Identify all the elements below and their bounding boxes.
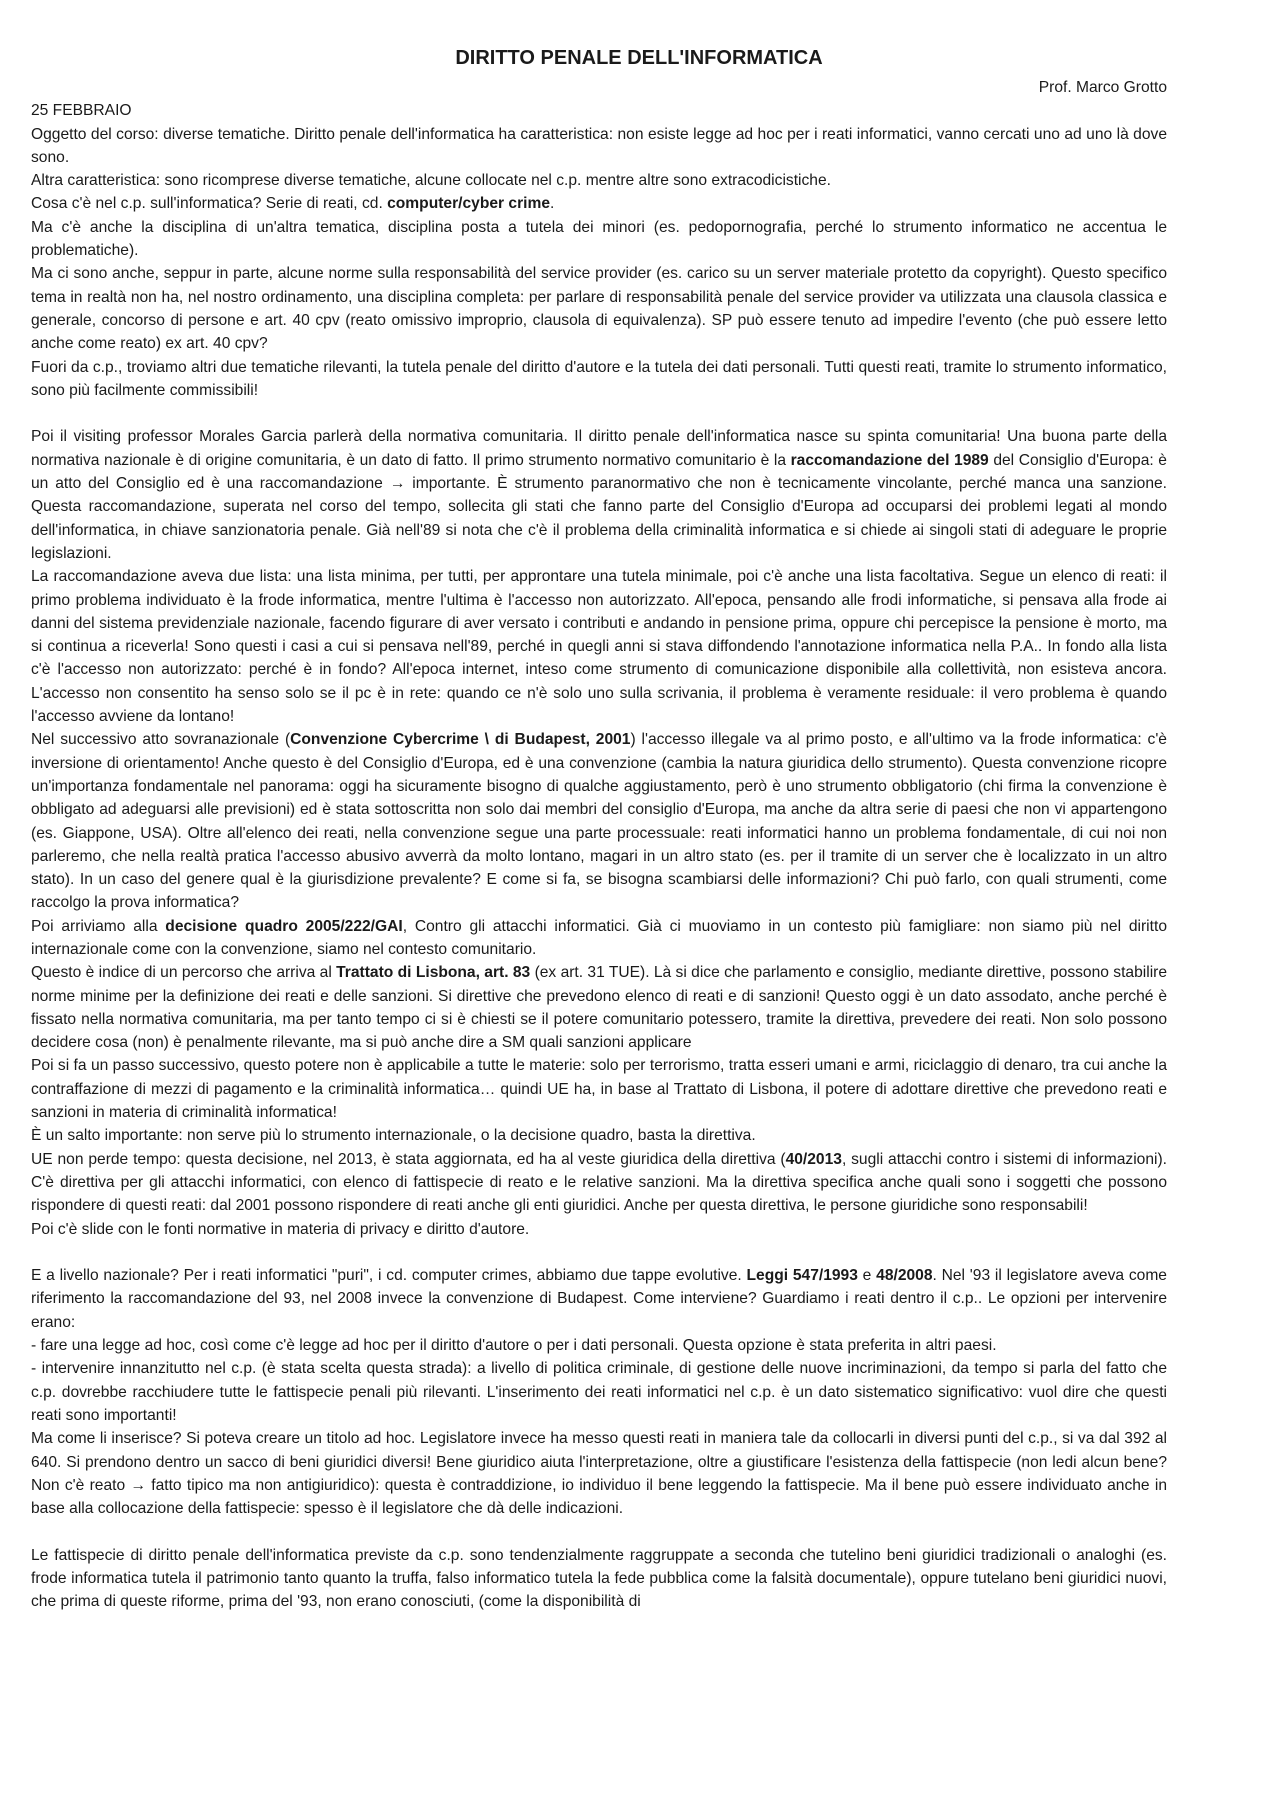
paragraph: Poi il visiting professor Morales Garcia parlerà della normativa comunitaria. Il diritto penale dell'informatica nasce su spinta comunitaria! Una buona parte della normativa nazionale è di origine comunitaria, è un dato di fatto. Il primo strumento normativo comunitario è la raccomandazione del 1989 del Consiglio d'Europa: è un atto del Consiglio ed è una raccomandazione → importante. È strumento paranormativo che non è tecnicamente vincolante, perché manca una sanzione. Questa raccomandazione, superata nel corso del tempo, sollecita gli stati che fanno parte del Consiglio d'Europa ad occuparsi dei problemi legati al mondo dell'informatica, in chiave sanzionatoria penale. Già nell'89 si nota che c'è il problema della criminalità informatica e si chiede ai singoli stati di adeguare le proprie legislazioni.: [31, 428, 1167, 562]
paragraph: È un salto importante: non serve più lo strumento internazionale, o la decisione quadro, basta la direttiva.: [31, 1127, 756, 1145]
paragraph: Questo è indice di un percorso che arriva al Trattato di Lisbona, art. 83 (ex art. 31 TUE). Là si dice che parlamento e consiglio, mediante direttive, possono stabilire norme minime per la definizione dei reati e delle sanzioni. Si direttive che prevedono elenco di reati e di sanzioni! Questo oggi è un dato assodato, anche perché è fissato nella normativa comunitaria, ma per tanto tempo ci si è chiesti se il potere comunitario potessero, tramite la direttiva, prevedere dei reati. Non solo possono decidere cosa (non) è penalmente rilevante, ma si può anche dire a SM quali sanzioni applicare: [31, 964, 1168, 1052]
paragraph: Poi si fa un passo successivo, questo potere non è applicabile a tutte le materie: solo per terrorismo, tratta esseri umani e armi, riciclaggio di denaro, tra cui anche la contraffazione di mezzi di pagamento e la criminalità informatica… quindi UE ha, in base al Trattato di Lisbona, il potere di adottare direttive che prevedono reati e sanzioni in materia di criminalità informatica!: [31, 1057, 1167, 1122]
paragraph-gap: [31, 402, 1167, 425]
document-title: DIRITTO PENALE DELL'INFORMATICA: [455, 47, 823, 69]
paragraph-gap: [31, 1520, 1167, 1543]
paragraph: E a livello nazionale? Per i reati informatici "puri", i cd. computer crimes, abbiamo due tappe evolutive. Leggi 547/1993 e 48/2008. Nel '93 il legislatore aveva come riferimento la raccomandazione del 93, nel 2008 invece la convenzione di Budapest. Come interviene? Guardiamo i reati dentro il c.p.. Le opzioni per intervenire erano:: [31, 1267, 1167, 1331]
list-item: - fare una legge ad hoc, così come c'è legge ad hoc per il diritto d'autore o per i dati personali. Questa opzione è stata preferita in altri paesi.: [31, 1337, 997, 1355]
paragraph: La raccomandazione aveva due lista: una lista minima, per tutti, per approntare una tutela minimale, poi c'è anche una lista facoltativa. Segue un elenco di reati: il primo problema individuato è la frode informatica, mentre l'ultima è l'accesso non autorizzato. All'epoca, pensando alle frodi informatiche, si pensava alla frode ai danni del sistema previdenziale nazionale, facendo figurare di aver versato i contributi e andando in pensione prima, oppure chi percepisce la pensione è morto, ma si continua a riceverla! Sono questi i casi a cui si pensava nell'89, perché in quegli anni si stava diffondendo l'annotazione informatica nella P.A.. In fondo alla lista c'è l'accesso non autorizzato: perché è in fondo? All'epoca internet, inteso come strumento di comunicazione disponibile alla collettività, non esisteva ancora. L'accesso non consentito ha senso solo se il pc è in rete: quando ce n'è solo uno sulla scrivania, il problema è veramente residuale: il vero problema è quando l'accesso avviene da lontano!: [31, 568, 1167, 726]
paragraph: Oggetto del corso: diverse tematiche. Diritto penale dell'informatica ha caratteristica: non esiste legge ad hoc per i reati informatici, vanno cercati uno ad uno là dove sono.: [31, 125, 1167, 166]
paragraph: Poi c'è slide con le fonti normative in materia di privacy e diritto d'autore.: [31, 1220, 530, 1238]
paragraph: Ma come li inserisce? Si poteva creare un titolo ad hoc. Legislatore invece ha messo questi reati in maniera tale da collocarli in diversi punti del c.p., si va dal 392 al 640. Si prendono dentro un sacco di beni giuridici diversi! Bene giuridico aiuta l'interpretazione, oltre a giustificare l'esistenza della fattispecie (non ledi alcun bene? Non c'è reato → fatto tipico ma non antigiuridico): questa è contraddizione, io individuo il bene leggendo la fattispecie. Ma il bene può essere individuato anche in base alla collocazione della fattispecie: spesso è il legislatore che dà delle indicazioni.: [31, 1430, 1167, 1518]
paragraph: Le fattispecie di diritto penale dell'informatica previste da c.p. sono tendenzialmente raggruppate a seconda che tutelino beni giuridici tradizionali o analoghi (es. frode informatica tutela il patrimonio tanto quanto la truffa, falso informatico tutela la fede pubblica come la falsità documentale), oppure tutelano beni giuridici nuovi, che prima di queste riforme, prima del '93, non erano conosciuti, (come la disponibilità di: [31, 1546, 1167, 1611]
paragraph: Altra caratteristica: sono ricomprese diverse tematiche, alcune collocate nel c.p. mentre altre sono extracodicistiche.: [31, 172, 831, 190]
date-heading: 25 FEBBRAIO: [31, 102, 132, 120]
paragraph: UE non perde tempo: questa decisione, nel 2013, è stata aggiornata, ed ha al veste giuridica della direttiva (40/2013, sugli attacchi contro i sistemi di informazioni). C'è direttiva per gli attacchi informatici, con elenco di fattispecie di reato e le relative sanzioni. Ma la direttiva specifica anche quali sono i soggetti che possono rispondere di questi reati: dal 2001 possono rispondere di reati anche gli enti giuridici. Anche per questa direttiva, le persone giuridiche sono responsabili!: [31, 1150, 1167, 1215]
paragraph-gap: [31, 1241, 1167, 1264]
paragraph: Fuori da c.p., troviamo altri due tematiche rilevanti, la tutela penale del diritto d'autore e la tutela dei dati personali. Tutti questi reati, tramite lo strumento informatico, sono più facilmente commissibili!: [31, 358, 1167, 399]
paragraph: Nel successivo atto sovranazionale (Convenzione Cybercrime \ di Budapest, 2001) l'accesso illegale va al primo posto, e all'ultimo va la frode informatica: c'è inversione di orientamento! Anche questo è del Consiglio d'Europa, ed è una convenzione (cambia la natura giuridica dello strumento). Questa convenzione ricopre un'importanza fondamentale nel panorama: oggi ha sicuramente bisogno di qualche aggiustamento, però è uno strumento obbligatorio (chi firma la convenzione è obbligato ad adeguarsi alle previsioni) ed è stata sottoscritta non solo dai membri del consiglio d'Europa, ma anche da altra serie di paesi che non vi appartengono (es. Giappone, USA). Oltre all'elenco dei reati, nella convenzione segue una parte processuale: reati informatici hanno un problema fondamentale, di cui noi non parleremo, che nella realtà pratica l'accesso abusivo avverrà da molto lontano, magari in un altro stato (es. per il tramite di un server che è localizzato in un altro stato). In un caso del genere qual è la giurisdizione prevalente? E come si fa, se bisogna scambiarsi delle informazioni? Chi può farlo, con quali strumenti, come raccolgo la prova informatica?: [31, 731, 1167, 912]
paragraph: Ma ci sono anche, seppur in parte, alcune norme sulla responsabilità del service provider (es. carico su un server materiale protetto da copyright). Questo specifico tema in realtà non ha, nel nostro ordinamento, una disciplina completa: per parlare di responsabilità penale del service provider va utilizzata una clausola classica e generale, concorso di persone e art. 40 cpv (reato omissivo improprio, clausola di equivalenza). SP può essere tenuto ad impedire l'evento (che può essere letto anche come reato) ex art. 40 cpv?: [31, 265, 1167, 353]
author-line: Prof. Marco Grotto: [1038, 79, 1167, 96]
paragraph: Cosa c'è nel c.p. sull'informatica? Serie di reati, cd. computer/cyber crime.: [31, 195, 555, 213]
paragraph: Ma c'è anche la disciplina di un'altra tematica, disciplina posta a tutela dei minori (es. pedopornografia, perché lo strumento informatico ne accentua le problematiche).: [31, 218, 1167, 260]
list-item: - intervenire innanzitutto nel c.p. (è stata scelta questa strada): a livello di politica criminale, di gestione delle nuove incriminazioni, da tempo si parla del fatto che c.p. dovrebbe racchiudere tutte le fattispecie penali più rilevanti. L'inserimento dei reati informatici nel c.p. è un dato sistematico significativo: vuol dire che questi reati sono importanti!: [31, 1360, 1167, 1424]
paragraph: Poi arriviamo alla decisione quadro 2005/222/GAI, Contro gli attacchi informatici. Già ci muoviamo in un contesto più famigliare: non siamo più nel diritto internazionale come con la convenzione, siamo nel contesto comunitario.: [31, 917, 1167, 958]
